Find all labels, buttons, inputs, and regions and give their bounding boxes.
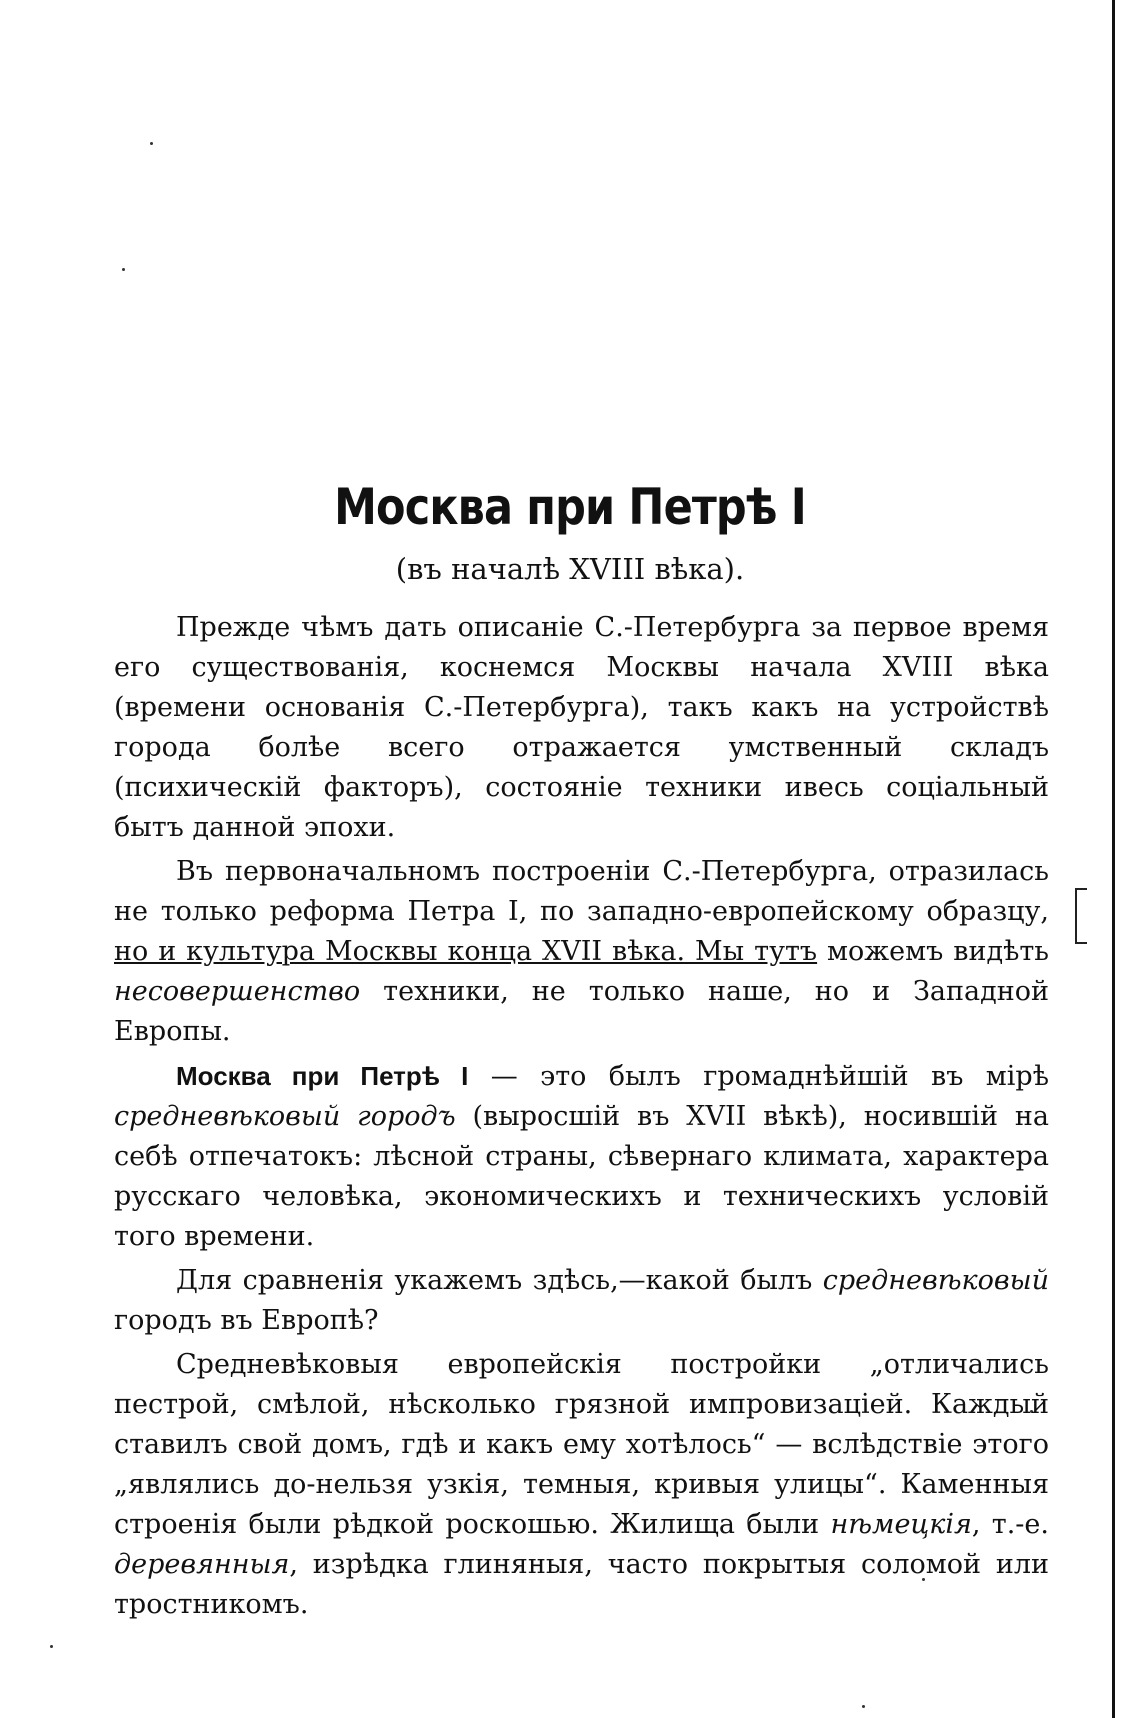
paragraph-3: [114, 1056, 1049, 1257]
paragraph-4-text-b: городъ въ Европѣ?: [114, 1305, 379, 1336]
paragraph-5-text-a: Средневѣковыя европейскія постройки „отличались пестрой, смѣлой, нѣсколько грязной импровизаціей. Каждый ставилъ свой домъ, гдѣ и какъ ему хотѣлось“ — вслѣдствіе этого „являлись до-нельзя узкія, темныя, кривыя улицы“. Каменныя строенія были рѣдкой роскошью. Жилища были: [114, 1349, 1049, 1540]
paragraph-4: [114, 1261, 1049, 1341]
paragraph-2-italic: несовершенство: [114, 976, 361, 1007]
page-title: Москва при Петрѣ I: [334, 478, 806, 536]
paragraph-1: [114, 608, 1049, 848]
paragraph-5-text-b: , т.-е.: [971, 1509, 1049, 1540]
paragraph-5-italic-1: нѣмецкія: [830, 1509, 972, 1540]
page-subtitle: (въ началѣ XVIII вѣка).: [395, 552, 745, 586]
paragraph-5: [114, 1345, 1049, 1625]
paragraph-2: [114, 852, 1049, 1052]
paragraph-2-text-b: можемъ видѣть: [817, 936, 1049, 967]
paragraph-3-text-b: (выросшій въ XVII вѣкѣ), носившій на себѣ отпечатокъ: лѣсной страны, сѣвернаго климата, характера русскаго человѣка, экономическихъ и техническихъ условій того времени.: [114, 1101, 1049, 1252]
page-edge-rule: [1112, 0, 1115, 1718]
ink-speck: [150, 142, 153, 145]
paragraph-1-text: Прежде чѣмъ дать описаніе С.-Петербурга за первое время его существованія, коснемся Москвы начала XVIII вѣка (времени основанія С.-Петербурга), такъ какъ на устройствѣ города болѣе всего отражается умственный складъ (психическій факторъ), состояніе техники ивесь соціальный бытъ данной эпохи.: [114, 612, 1049, 843]
paragraph-2-underlined-text: но и культура Москвы конца XVII вѣка. Мы тутъ: [114, 936, 818, 967]
paragraph-4-italic: средневѣковый: [822, 1265, 1049, 1296]
paragraph-2-text-c: техники, не только наше, но и Западной Европы.: [114, 976, 1049, 1047]
ink-speck: [862, 1705, 865, 1708]
paragraph-3-text-a: — это былъ громаднѣйшій въ мірѣ: [468, 1061, 1049, 1092]
paragraph-5-italic-2: деревянныя: [114, 1549, 290, 1580]
ink-speck: [50, 1645, 53, 1648]
margin-bracket-mark: [1075, 888, 1087, 944]
body-text: [114, 608, 1049, 1629]
paragraph-4-text-a: Для сравненія укажемъ здѣсь,—какой былъ: [176, 1265, 823, 1296]
paragraph-2-text-a: Въ первоначальномъ построеніи С.-Петербурга, отразилась не только реформа Петра I, по западно-европейскому образцу,: [114, 856, 1049, 927]
ink-speck: [122, 268, 125, 271]
paragraph-3-lead: Москва при Петрѣ I: [176, 1061, 469, 1091]
paragraph-5-text-c: , изрѣдка глиняныя, часто покрытыя соломой или тростникомъ.: [114, 1549, 1049, 1620]
paragraph-3-italic: средневѣковый городъ: [114, 1101, 456, 1132]
